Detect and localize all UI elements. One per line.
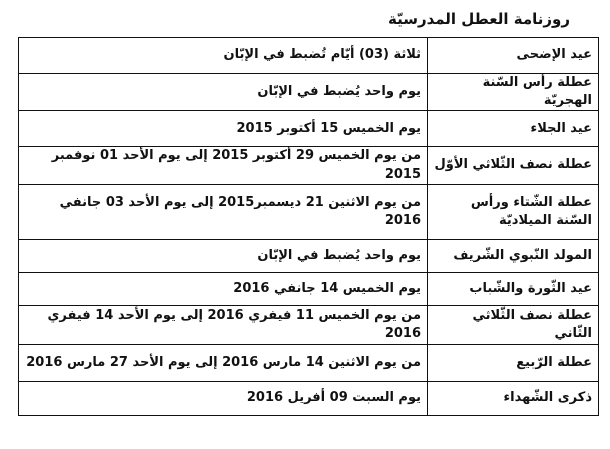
- holiday-date: يوم الخميس 14 جانفي 2016: [19, 272, 428, 305]
- holiday-name: عطلة الشّتاء ورأس السّنة الميلاديّة: [428, 184, 599, 239]
- holiday-name: المولد النّبوي الشّريف: [428, 239, 599, 272]
- table-row: [19, 272, 599, 305]
- holiday-date: يوم واحد يُضبط في الإبّان: [19, 74, 428, 111]
- table-row: [19, 147, 599, 184]
- table-row: [19, 305, 599, 344]
- holiday-date: من يوم الخميس 11 فيفري 2016 إلى يوم الأحد 14 فيفري 2016: [19, 305, 428, 344]
- holiday-date: يوم الخميس 15 أكتوبر 2015: [19, 111, 428, 147]
- holiday-date: من يوم الاثنين 14 مارس 2016 إلى يوم الأحد 27 مارس 2016: [19, 344, 428, 381]
- holiday-calendar-table: [18, 37, 599, 416]
- holiday-name: عطلة الرّبيع: [428, 344, 599, 381]
- holiday-date: يوم السبت 09 أفريل 2016: [19, 381, 428, 415]
- holiday-date: من يوم الاثنين 21 ديسمبر2015 إلى يوم الأحد 03 جانفي 2016: [19, 184, 428, 239]
- table-row: [19, 184, 599, 239]
- holiday-date: يوم واحد يُضبط في الإبّان: [19, 239, 428, 272]
- table-row: [19, 344, 599, 381]
- holiday-date: من يوم الخميس 29 أكتوبر 2015 إلى يوم الأحد 01 نوفمبر 2015: [19, 147, 428, 184]
- holiday-name: عيد الثّورة والشّباب: [428, 272, 599, 305]
- page-title: روزنامة العطل المدرسيّة: [387, 10, 570, 28]
- holiday-name: عطلة نصف الثّلاثي الثّاني: [428, 305, 599, 344]
- holiday-name: عيد الجلاء: [428, 111, 599, 147]
- table-row: [19, 381, 599, 415]
- holiday-name: عيد الإضحى: [428, 38, 599, 74]
- holiday-name: عطلة نصف الثّلاثي الأوّل: [428, 147, 599, 184]
- holiday-name: ذكرى الشّهداء: [428, 381, 599, 415]
- table-row: [19, 239, 599, 272]
- holiday-date: ثلاثة (03) أيّام تُضبط في الإبّان: [19, 38, 428, 74]
- holiday-name: عطلة رأس السّنة الهجريّة: [428, 74, 599, 111]
- table-row: [19, 74, 599, 111]
- table-row: [19, 38, 599, 74]
- table-row: [19, 111, 599, 147]
